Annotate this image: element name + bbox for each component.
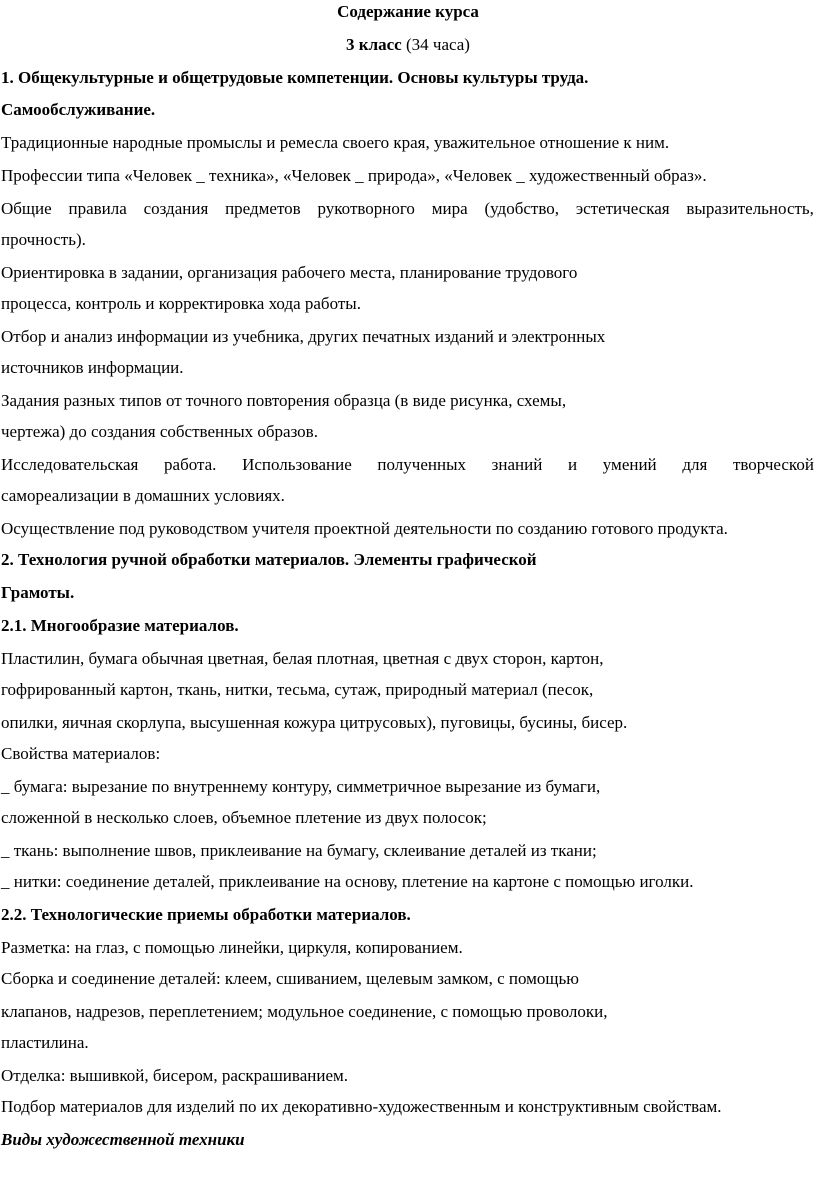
paragraph-line: прочность). — [1, 230, 86, 249]
paragraph-line: Осуществление под руководством учителя проектной деятельности по созданию готового продукта. — [1, 519, 728, 538]
section1-heading-line2: Самообслуживание. — [1, 100, 156, 119]
word: умений — [602, 455, 657, 474]
grade-label: 3 класс — [346, 35, 402, 54]
word: творческой — [732, 455, 814, 474]
word: (удобство, — [484, 199, 559, 218]
paragraph-line: опилки, яичная скорлупа, высушенная кожура цитрусовых), пуговицы, бусины, бисер. — [1, 713, 628, 732]
word: для — [682, 455, 708, 474]
word: и — [568, 455, 578, 474]
art-techniques-heading: Виды художественной техники — [1, 1130, 245, 1149]
paragraph-line: _ ткань: выполнение швов, приклеивание на бумагу, склеивание деталей из ткани; — [1, 841, 597, 860]
grade-hours: (34 часа) — [405, 35, 470, 54]
paragraph-line: Сборка и соединение деталей: клеем, сшиванием, щелевым замком, с помощью — [1, 969, 579, 988]
word: мира — [431, 199, 468, 218]
paragraph-line: Свойства материалов: — [1, 744, 161, 763]
paragraph-line: Профессии типа «Человек _ техника», «Человек _ природа», «Человек _ художественный образ». — [1, 166, 707, 185]
paragraph-line: самореализации в домашних условиях. — [1, 486, 285, 505]
word: рукотворного — [317, 199, 415, 218]
paragraph-line: источников информации. — [1, 358, 184, 377]
justified-line-general-rules — [1, 199, 814, 219]
paragraph-line: клапанов, надрезов, переплетением; модульное соединение, с помощью проволоки, — [1, 1002, 608, 1021]
paragraph-line: _ нитки: соединение деталей, приклеивание на основу, плетение на картоне с помощью иголки. — [1, 872, 694, 891]
word: работа. — [164, 455, 217, 474]
section1-heading-line1: 1. Общекультурные и общетрудовые компетенции. Основы культуры труда. — [1, 68, 589, 87]
word: знаний — [491, 455, 543, 474]
paragraph-line: пластилина. — [1, 1033, 89, 1052]
paragraph-line: Пластилин, бумага обычная цветная, белая плотная, цветная с двух сторон, картон, — [1, 649, 604, 668]
word: Общие — [1, 199, 52, 218]
word: создания — [143, 199, 209, 218]
paragraph-line: сложенной в несколько слоев, объемное плетение из двух полосок; — [1, 808, 487, 827]
word: полученных — [377, 455, 466, 474]
word: выразительность, — [686, 199, 814, 218]
subsection-2-2-heading: 2.2. Технологические приемы обработки материалов. — [1, 905, 411, 924]
section2-heading-line2: Грамоты. — [1, 583, 75, 602]
paragraph-line: чертежа) до создания собственных образов. — [1, 422, 318, 441]
course-title: Содержание курса — [337, 2, 479, 21]
justified-line-research — [1, 455, 814, 475]
paragraph-line: Традиционные народные промыслы и ремесла своего края, уважительное отношение к ним. — [1, 133, 670, 152]
paragraph-line: Задания разных типов от точного повторения образца (в виде рисунка, схемы, — [1, 391, 567, 410]
grade-line — [0, 35, 816, 55]
paragraph-line: Ориентировка в задании, организация рабочего места, планирование трудового — [1, 263, 578, 282]
paragraph-line: Отделка: вышивкой, бисером, раскрашиванием. — [1, 1066, 348, 1085]
section2-heading-line1: 2. Технология ручной обработки материалов. Элементы графической — [1, 550, 537, 569]
paragraph-line: Разметка: на глаз, с помощью линейки, циркуля, копированием. — [1, 938, 463, 957]
word: эстетическая — [575, 199, 670, 218]
paragraph-line: Подбор материалов для изделий по их декоративно-художественным и конструктивным свойствам. — [1, 1097, 722, 1116]
paragraph-line: Отбор и анализ информации из учебника, других печатных изданий и электронных — [1, 327, 606, 346]
subsection-2-1-heading: 2.1. Многообразие материалов. — [1, 616, 239, 635]
word: правила — [68, 199, 127, 218]
word: Использование — [242, 455, 352, 474]
paragraph-line: процесса, контроль и корректировка хода работы. — [1, 294, 361, 313]
paragraph-line: гофрированный картон, ткань, нитки, тесьма, сутаж, природный материал (песок, — [1, 680, 594, 699]
word: предметов — [225, 199, 301, 218]
word: Исследовательская — [1, 455, 139, 474]
paragraph-line: _ бумага: вырезание по внутреннему контуру, симметричное вырезание из бумаги, — [1, 777, 601, 796]
